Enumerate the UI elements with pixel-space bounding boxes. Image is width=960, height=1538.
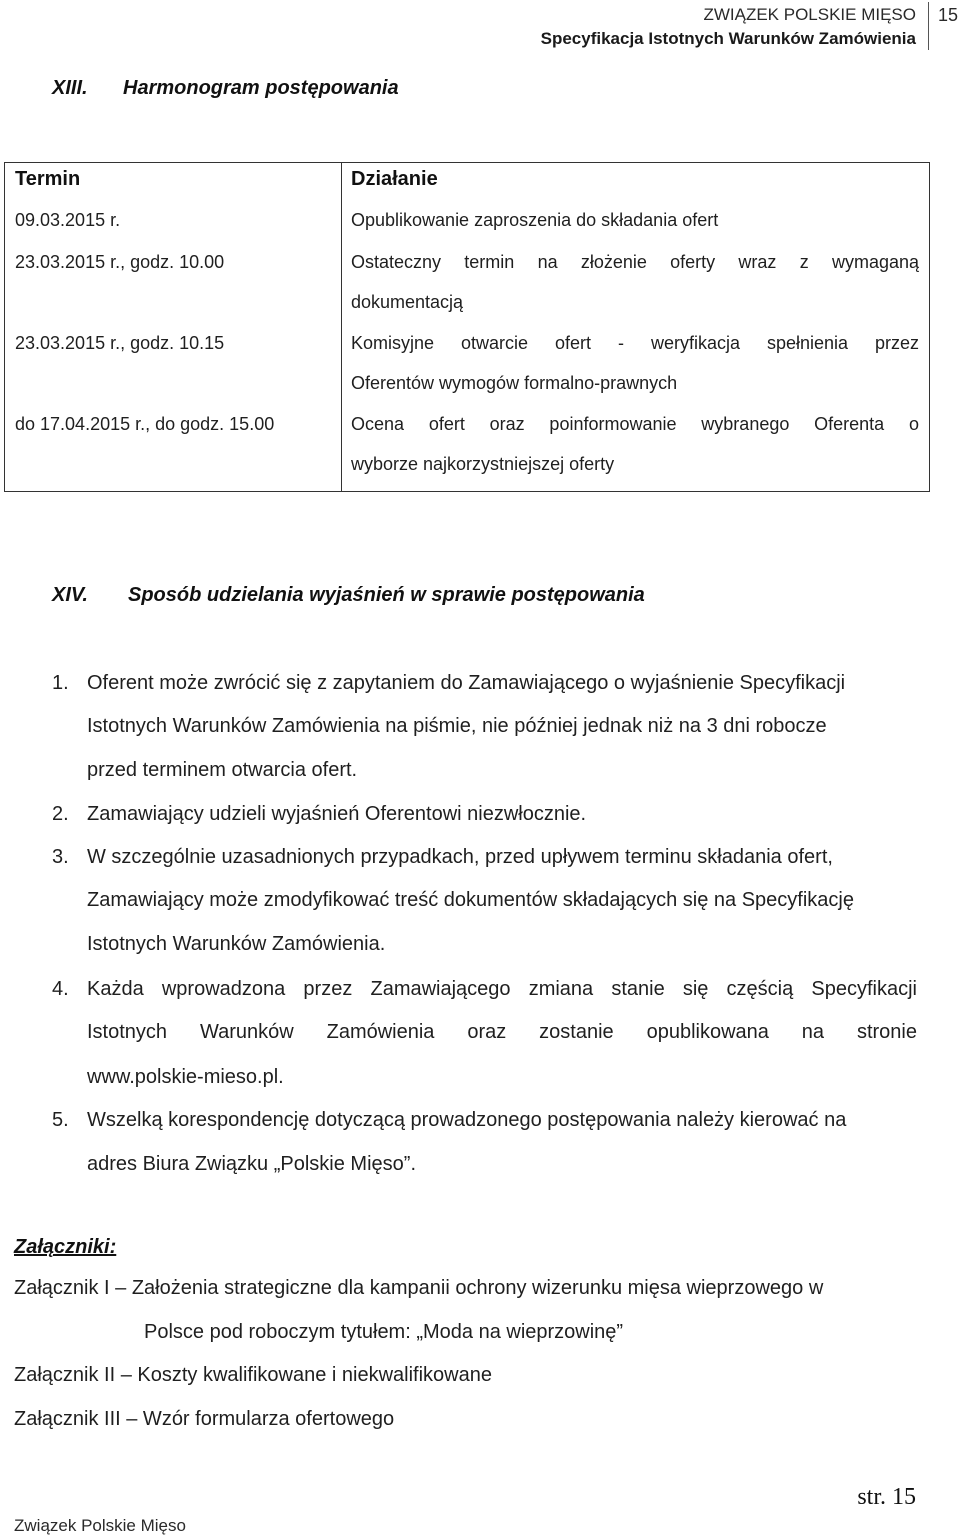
schedule-table xyxy=(4,162,930,492)
list-item-1-line-1: Oferent może zwrócić się z zapytaniem do Zamawiającego o wyjaśnienie Specyfikacji xyxy=(87,672,846,694)
schedule-row-2-action-line-2: dokumentacją xyxy=(351,292,464,312)
list-item-3-number: 3. xyxy=(52,846,69,868)
schedule-header-action: Działanie xyxy=(351,168,438,190)
list-item-1-number: 1. xyxy=(52,672,69,694)
schedule-row-1-term: 09.03.2015 r. xyxy=(15,210,121,230)
list-item-2-line-1: Zamawiający udzieli wyjaśnień Oferentowi niezwłocznie. xyxy=(87,803,587,825)
attachment-1-line-2: Polsce pod roboczym tytułem: „Moda na wieprzowinę” xyxy=(144,1321,624,1343)
footer-page-number: str. 15 xyxy=(857,1484,916,1510)
schedule-row-4-action-line-2: wyborze najkorzystniejszej oferty xyxy=(351,454,615,474)
list-item-2-number: 2. xyxy=(52,803,69,825)
list-item-5-number: 5. xyxy=(52,1109,69,1131)
list-item-3-line-1: W szczególnie uzasadnionych przypadkach, przed upływem terminu składania ofert, xyxy=(87,846,833,868)
section-14-number: XIV. xyxy=(52,584,88,606)
attachments-heading: Załączniki: xyxy=(14,1236,117,1258)
list-item-5-line-1: Wszelką korespondencję dotyczącą prowadzonego postępowania należy kierować na xyxy=(87,1109,847,1131)
schedule-row-4-term: do 17.04.2015 r., do godz. 15.00 xyxy=(15,414,275,434)
list-item-4-line-1: Każda wprowadzona przez Zamawiającego zmiana stanie się częścią Specyfikacji xyxy=(87,978,917,1000)
section-13-number: XIII. xyxy=(52,77,88,99)
header-doc-title: Specyfikacja Istotnych Warunków Zamówienia xyxy=(540,29,916,48)
attachment-1-line-1: Załącznik I – Założenia strategiczne dla kampanii ochrony wizerunku mięsa wieprzowego w xyxy=(14,1277,824,1299)
header-page-number: 15 xyxy=(938,5,959,25)
attachment-3: Załącznik III – Wzór formularza ofertowego xyxy=(14,1408,395,1430)
list-item-4-line-3: www.polskie-mieso.pl. xyxy=(87,1066,284,1088)
list-item-1-line-2: Istotnych Warunków Zamówienia na piśmie, nie później jednak niż na 3 dni robocze xyxy=(87,715,827,737)
section-14-title: Sposób udzielania wyjaśnień w sprawie postępowania xyxy=(128,584,645,606)
schedule-row-4-action-line-1: Ocena ofert oraz poinformowanie wybranego Oferenta o xyxy=(351,414,919,434)
footer-org: Związek Polskie Mięso xyxy=(14,1516,186,1535)
attachment-2: Załącznik II – Koszty kwalifikowane i niekwalifikowane xyxy=(14,1364,492,1386)
list-item-3-line-2: Zamawiający może zmodyfikować treść dokumentów składających się na Specyfikację xyxy=(87,889,854,911)
schedule-row-3-action-line-2: Oferentów wymogów formalno-prawnych xyxy=(351,373,678,393)
schedule-row-2-term: 23.03.2015 r., godz. 10.00 xyxy=(15,252,225,272)
header-org: ZWIĄZEK POLSKIE MIĘSO xyxy=(703,5,916,24)
list-item-5-line-2: adres Biura Związku „Polskie Mięso”. xyxy=(87,1153,416,1175)
schedule-row-2-action-line-1: Ostateczny termin na złożenie oferty wraz z wymaganą xyxy=(351,252,919,272)
section-13-title: Harmonogram postępowania xyxy=(123,77,399,99)
header-divider xyxy=(928,2,929,50)
list-item-1-line-3: przed terminem otwarcia ofert. xyxy=(87,759,358,781)
schedule-header-term: Termin xyxy=(15,168,81,190)
list-item-4-line-2: Istotnych Warunków Zamówienia oraz zostanie opublikowana na stronie xyxy=(87,1021,917,1043)
list-item-4-number: 4. xyxy=(52,978,69,1000)
schedule-row-1-action: Opublikowanie zaproszenia do składania ofert xyxy=(351,210,719,230)
schedule-column-divider xyxy=(341,163,342,491)
list-item-3-line-3: Istotnych Warunków Zamówienia. xyxy=(87,933,386,955)
schedule-row-3-term: 23.03.2015 r., godz. 10.15 xyxy=(15,333,225,353)
schedule-row-3-action-line-1: Komisyjne otwarcie ofert - weryfikacja spełnienia przez xyxy=(351,333,919,353)
